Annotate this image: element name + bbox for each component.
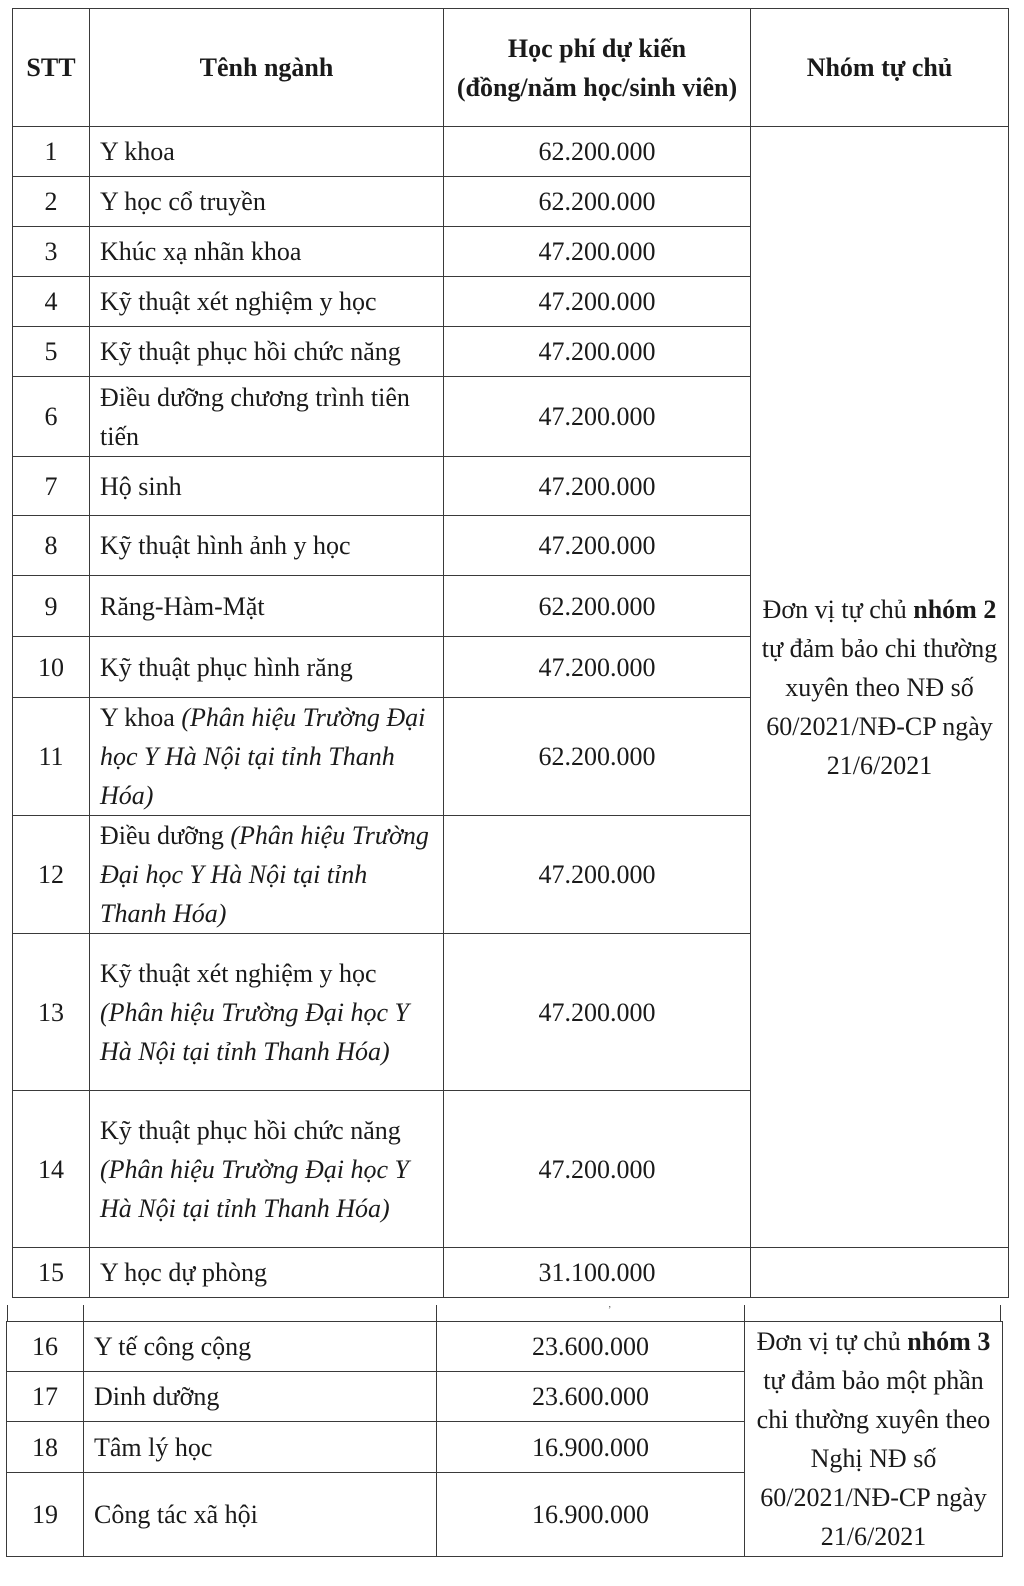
group-3-cell [745, 1322, 1003, 1557]
row-fee: 47.200.000 [444, 327, 751, 377]
divider-stub [83, 1305, 84, 1321]
row-stt: 1 [13, 127, 90, 177]
row-fee: 47.200.000 [444, 934, 751, 1091]
major-name: Dinh dưỡng [94, 1382, 220, 1412]
header-name: Tênh ngành [90, 9, 444, 127]
major-name: Răng-Hàm-Mặt [100, 591, 265, 621]
divider-stub [744, 1305, 745, 1321]
major-note: (Phân hiệu Trường Đại học Y Hà Nội tại tỉnh Thanh Hóa) [100, 703, 426, 810]
table-row [13, 1248, 1009, 1298]
row-fee: 47.200.000 [444, 227, 751, 277]
major-name: Tâm lý học [94, 1432, 213, 1462]
header-row [13, 9, 1009, 127]
row-stt: 3 [13, 227, 90, 277]
major-name: Kỹ thuật xét nghiệm y học [100, 287, 377, 316]
major-name: Y tế công cộng [94, 1332, 252, 1362]
row-name [90, 576, 444, 637]
major-name: Y học dự phòng [100, 1258, 267, 1287]
group-3-prefix: Đơn vị tự chủ [756, 1327, 908, 1356]
row-name [90, 127, 444, 177]
row-stt: 9 [13, 576, 90, 637]
row-stt: 5 [13, 327, 90, 377]
row-name [90, 816, 444, 934]
row-stt: 8 [13, 516, 90, 576]
row-name [90, 457, 444, 516]
major-name: Điều dưỡng chương trình tiên tiến [100, 382, 410, 451]
major-name: Kỹ thuật phục hình răng [100, 652, 353, 682]
row-stt: 10 [13, 637, 90, 698]
row-stt: 2 [13, 177, 90, 227]
divider-stub [436, 1305, 437, 1321]
row-name [84, 1322, 437, 1372]
header-stt: STT [13, 9, 90, 127]
group-empty-cell [751, 1248, 1009, 1298]
major-name: Công tác xã hội [94, 1499, 258, 1529]
group-2-prefix: Đơn vị tự chủ [762, 594, 914, 624]
row-fee: 23.600.000 [437, 1322, 745, 1372]
major-name: Khúc xạ nhãn khoa [100, 237, 302, 266]
row-name [90, 1091, 444, 1248]
major-name: Y học cổ truyền [100, 187, 266, 216]
major-name: Y khoa [100, 137, 175, 166]
major-name: Y khoa [100, 703, 182, 732]
row-fee: 62.200.000 [444, 177, 751, 227]
table-row [7, 1322, 1003, 1372]
row-name [84, 1372, 437, 1422]
row-stt: 12 [13, 816, 90, 934]
row-name [84, 1422, 437, 1472]
header-group: Nhóm tự chủ [751, 9, 1009, 127]
row-name [90, 377, 444, 457]
row-stt: 17 [7, 1372, 84, 1422]
group-2-suffix: tự đảm bảo chi thường xuyên theo NĐ số 60/2021/NĐ-CP ngày 21/6/2021 [761, 633, 998, 780]
row-name [90, 327, 444, 377]
row-fee: 47.200.000 [444, 516, 751, 576]
row-fee: 47.200.000 [444, 637, 751, 698]
divider-stub [7, 1305, 8, 1321]
row-fee: 62.200.000 [444, 576, 751, 637]
major-name: Kỹ thuật xét nghiệm y học [100, 958, 377, 988]
divider-stub [1000, 1305, 1001, 1321]
row-stt: 18 [7, 1422, 84, 1472]
row-stt: 19 [7, 1472, 84, 1556]
major-name: Kỹ thuật phục hồi chức năng [100, 337, 401, 366]
row-name [84, 1472, 437, 1556]
row-name [90, 698, 444, 816]
row-fee: 23.600.000 [437, 1372, 745, 1422]
major-note: (Phân hiệu Trường Đại học Y Hà Nội tại tỉnh Thanh Hóa) [100, 821, 429, 928]
row-stt: 7 [13, 457, 90, 516]
major-name: Điều dưỡng [100, 821, 231, 850]
major-name: Kỹ thuật phục hồi chức năng [100, 1115, 401, 1145]
group-3-bold: nhóm 3 [907, 1327, 991, 1356]
row-fee: 62.200.000 [444, 127, 751, 177]
header-fee: Học phí dự kiến (đồng/năm học/sinh viên) [444, 9, 751, 127]
row-name [90, 227, 444, 277]
tuition-table-main [12, 8, 1009, 1298]
row-name [90, 277, 444, 327]
row-fee: 62.200.000 [444, 698, 751, 816]
group-2-cell [751, 127, 1009, 1248]
separator-mark: ʼ [608, 1305, 612, 1316]
row-fee: 47.200.000 [444, 457, 751, 516]
row-stt: 16 [7, 1322, 84, 1372]
group-2-bold: nhóm 2 [913, 594, 997, 624]
row-stt: 11 [13, 698, 90, 816]
row-name [90, 1248, 444, 1298]
row-stt: 15 [13, 1248, 90, 1298]
row-name [90, 177, 444, 227]
table-row [13, 127, 1009, 177]
row-fee: 16.900.000 [437, 1472, 745, 1556]
major-note: (Phân hiệu Trường Đại học Y Hà Nội tại tỉnh Thanh Hóa) [100, 1154, 410, 1223]
major-name: Kỹ thuật hình ảnh y học [100, 531, 351, 560]
row-fee: 31.100.000 [444, 1248, 751, 1298]
row-name [90, 516, 444, 576]
row-stt: 14 [13, 1091, 90, 1248]
row-fee: 47.200.000 [444, 277, 751, 327]
row-fee: 47.200.000 [444, 377, 751, 457]
row-stt: 6 [13, 377, 90, 457]
row-name [90, 637, 444, 698]
row-fee: 47.200.000 [444, 816, 751, 934]
row-fee: 16.900.000 [437, 1422, 745, 1472]
major-note: (Phân hiệu Trường Đại học Y Hà Nội tại tỉnh Thanh Hóa) [100, 997, 410, 1066]
tuition-table-second [6, 1321, 1003, 1557]
row-stt: 4 [13, 277, 90, 327]
row-stt: 13 [13, 934, 90, 1091]
group-3-suffix: tự đảm bảo một phần chi thường xuyên theo Nghị NĐ số 60/2021/NĐ-CP ngày 21/6/2021 [756, 1366, 991, 1551]
row-name [90, 934, 444, 1091]
row-fee: 47.200.000 [444, 1091, 751, 1248]
major-name: Hộ sinh [100, 471, 182, 501]
